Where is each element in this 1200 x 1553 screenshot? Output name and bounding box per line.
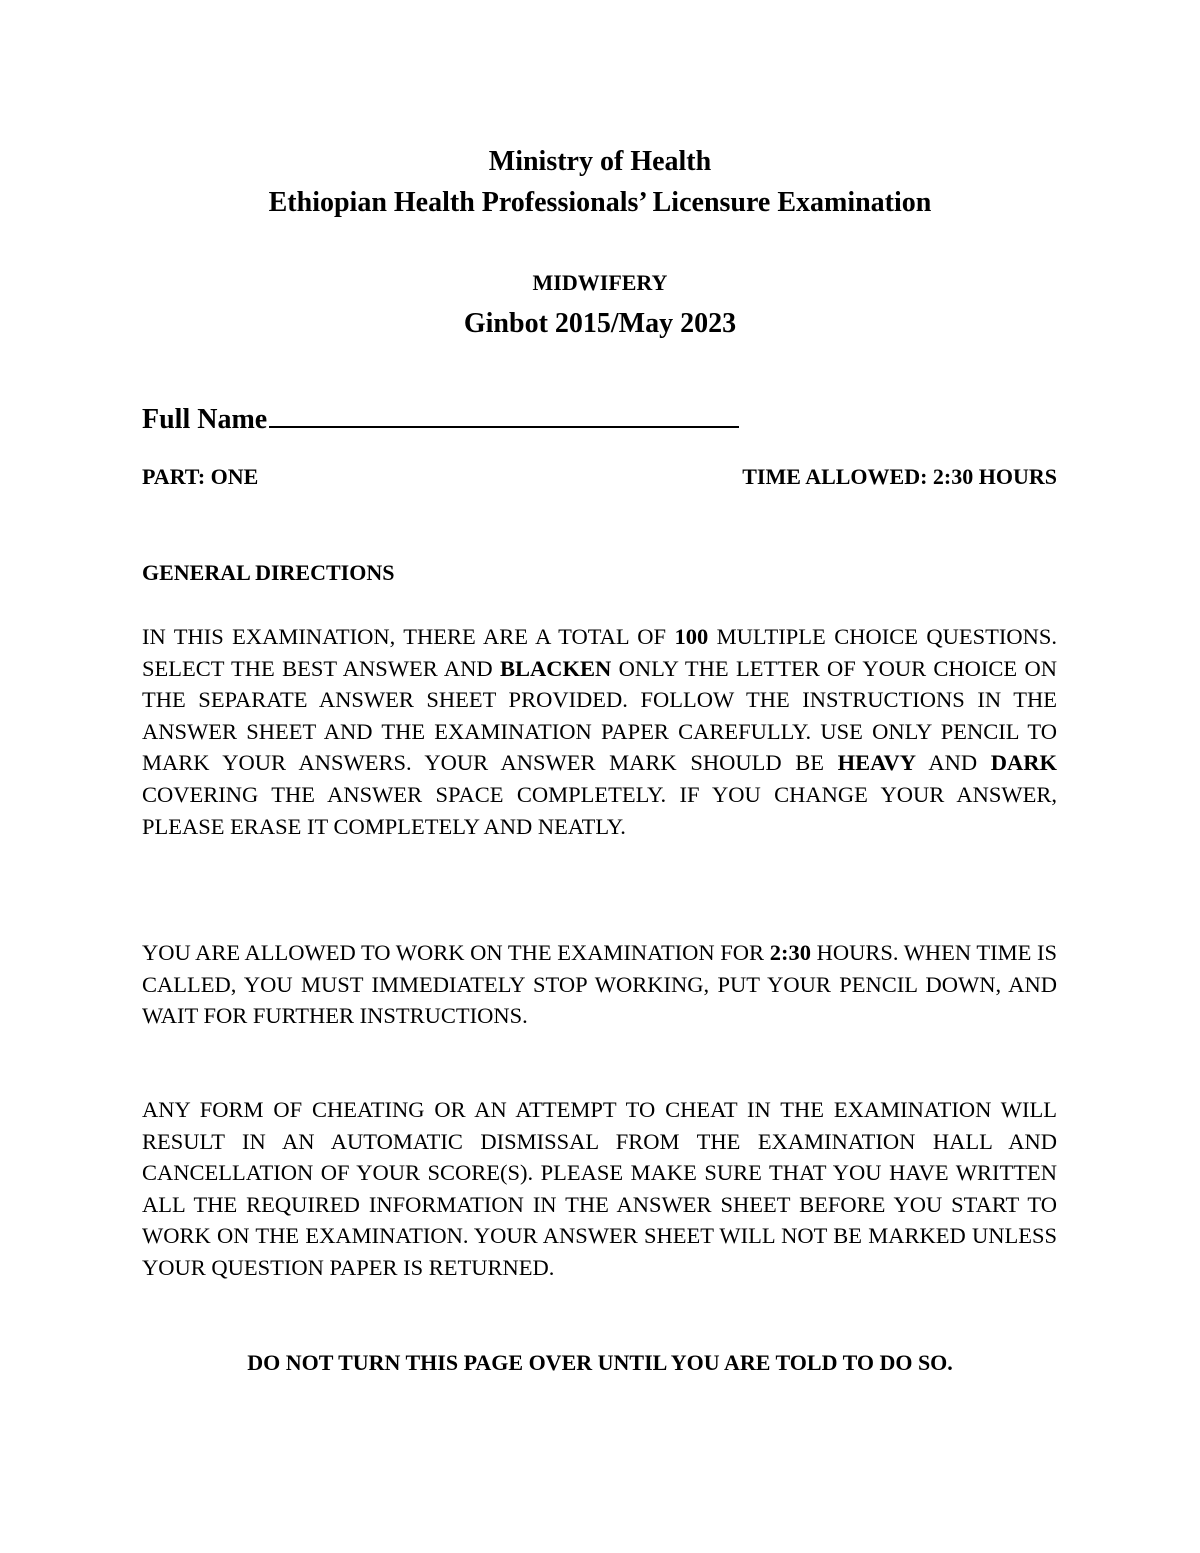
p1-text-i: COVERING THE ANSWER SPACE COMPLETELY. IF YOU CHANGE YOUR ANSWER, PLEASE ERASE IT COMPLETELY AND NEATLY. xyxy=(142,781,1057,839)
full-name-label: Full Name xyxy=(142,404,268,435)
general-directions-heading: GENERAL DIRECTIONS xyxy=(142,560,395,585)
exam-date: Ginbot 2015/May 2023 xyxy=(463,308,737,339)
p1-bold-dark: DARK xyxy=(990,750,1057,776)
p1-bold-total: 100 xyxy=(674,624,709,649)
directions-paragraph-3: ANY FORM OF CHEATING OR AN ATTEMPT TO CHEAT IN THE EXAMINATION WILL RESULT IN AN AUTOMATIC DISMISSAL FROM THE EXAMINATION HALL AND CANCELLATION OF YOUR SCORE(S). PLEASE MAKE SURE THAT YOU HAVE WRITTEN ALL THE REQUIRED INFORMATION IN THE ANSWER SHEET BEFORE YOU START TO WORK ON THE EXAMINATION. YOUR ANSWER SHEET WILL NOT BE MARKED UNLESS YOUR QUESTION PAPER IS RETURNED. xyxy=(142,1097,1057,1280)
full-name-field xyxy=(142,398,739,440)
p1-text-c: MULTIPLE CHOICE QUESTIONS. SELECT THE BEST ANSWER AND xyxy=(142,624,1057,681)
full-name-blank[interactable] xyxy=(269,398,739,428)
subject-title: MIDWIFERY xyxy=(532,270,668,295)
part-label: PART: ONE xyxy=(142,464,259,489)
p1-text-a: IN THIS EXAMINATION, THERE ARE A TOTAL OF xyxy=(142,624,675,649)
ministry-title: Ministry of Health xyxy=(488,146,712,177)
exam-title: Ethiopian Health Professionals’ Licensure Examination xyxy=(268,187,932,218)
p1-text-g: AND xyxy=(915,750,991,776)
p1-text-e: ONLY THE LETTER OF YOUR CHOICE ON THE SEPARATE ANSWER SHEET PROVIDED. FOLLOW THE INSTRUCTIONS IN THE ANSWER SHEET AND THE EXAMINATION PAPER CAREFULLY. USE ONLY PENCIL TO MARK YOUR ANSWERS. YOUR ANSWER MARK SHOULD BE xyxy=(142,655,1057,776)
time-allowed: TIME ALLOWED: 2:30 HOURS xyxy=(742,464,1057,489)
p2-text-c: HOURS. WHEN TIME IS CALLED, YOU MUST IMMEDIATELY STOP WORKING, PUT YOUR PENCIL DOWN, AND WAIT FOR FURTHER INSTRUCTIONS. xyxy=(142,940,1058,1029)
p1-bold-heavy: HEAVY xyxy=(837,750,916,776)
directions-paragraph-1 xyxy=(142,621,1057,842)
final-warning: DO NOT TURN THIS PAGE OVER UNTIL YOU ARE TOLD TO DO SO. xyxy=(247,1350,953,1375)
p2-text-a: YOU ARE ALLOWED TO WORK ON THE EXAMINATION FOR xyxy=(142,940,770,965)
p2-bold-time: 2:30 xyxy=(769,940,811,965)
directions-paragraph-2 xyxy=(142,937,1057,1032)
p1-bold-blacken: BLACKEN xyxy=(499,655,612,681)
